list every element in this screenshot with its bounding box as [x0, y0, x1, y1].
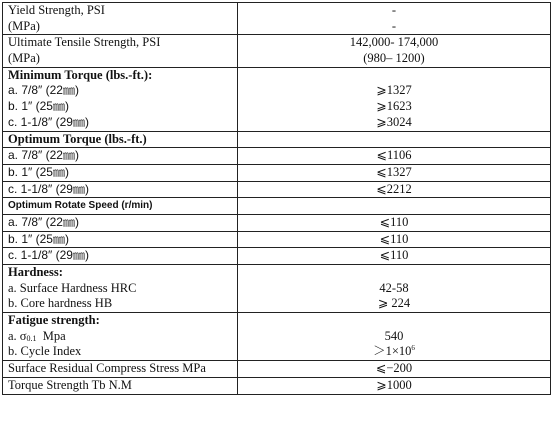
fatigue-values: 540 $>1\times 10^6$ [238, 313, 551, 361]
table-row: b. 1″ (25㎜) ⩽110 [3, 231, 551, 248]
min-torque-values: ⩾1327 ⩾1623 ⩾3024 [238, 67, 551, 131]
table-row [3, 35, 551, 67]
hardness-header: Hardness: [8, 265, 63, 279]
table-row: Surface Residual Compress Stress MPa ⩽−200 [3, 361, 551, 378]
spec-table [2, 2, 551, 395]
opt-torque-header-cell [3, 131, 238, 148]
table-row [3, 67, 551, 131]
table-row: c. 1-1/8″ (29㎜) ⩽2212 [3, 181, 551, 198]
table-row [3, 265, 551, 313]
min-torque-labels: Minimum Torque (lbs.-ft.): a. 7/8″ (22㎜) b. 1″ (25㎜) c. 1-1/8″ (29㎜) [3, 67, 238, 131]
min-torque-header: Minimum Torque (lbs.-ft.): [8, 67, 153, 82]
fatigue-header: Fatigue strength: [8, 313, 100, 328]
opt-speed-header: Optimum Rotate Speed (r/min) [8, 200, 153, 212]
hardness-labels: Hardness: a. Surface Hardness HRC b. Core hardness HB [3, 265, 238, 313]
fatigue-labels: Fatigue strength: a. $\sigma_{0.1}$ Mpa b. Cycle Index [3, 313, 238, 361]
table-row: a. 7/8″ (22㎜) ⩽1106 [3, 148, 551, 165]
table-row: a. 7/8″ (22㎜) ⩽110 [3, 214, 551, 231]
table-row [3, 198, 551, 215]
table-row [3, 131, 551, 148]
opt-torque-header: Optimum Torque (lbs.-ft.) [8, 131, 147, 146]
table-row: c. 1-1/8″ (29㎜) ⩽110 [3, 248, 551, 265]
yield-strength-label: Yield Strength, PSI (MPa) [3, 3, 238, 35]
yield-strength-value: - - [238, 3, 551, 35]
table-row: b. 1″ (25㎜) ⩽1327 [3, 164, 551, 181]
table-row [3, 313, 551, 361]
table-row: Torque Strength Tb N.M ⩾1000 [3, 377, 551, 394]
table-row [3, 3, 551, 35]
opt-speed-header-cell [3, 198, 238, 215]
tensile-strength-label: Ultimate Tensile Strength, PSI (MPa) [3, 35, 238, 67]
hardness-values: 42-58 ⩾ 224 [238, 265, 551, 313]
tensile-strength-value: 142,000- 174,000 (980– 1200) [238, 35, 551, 67]
